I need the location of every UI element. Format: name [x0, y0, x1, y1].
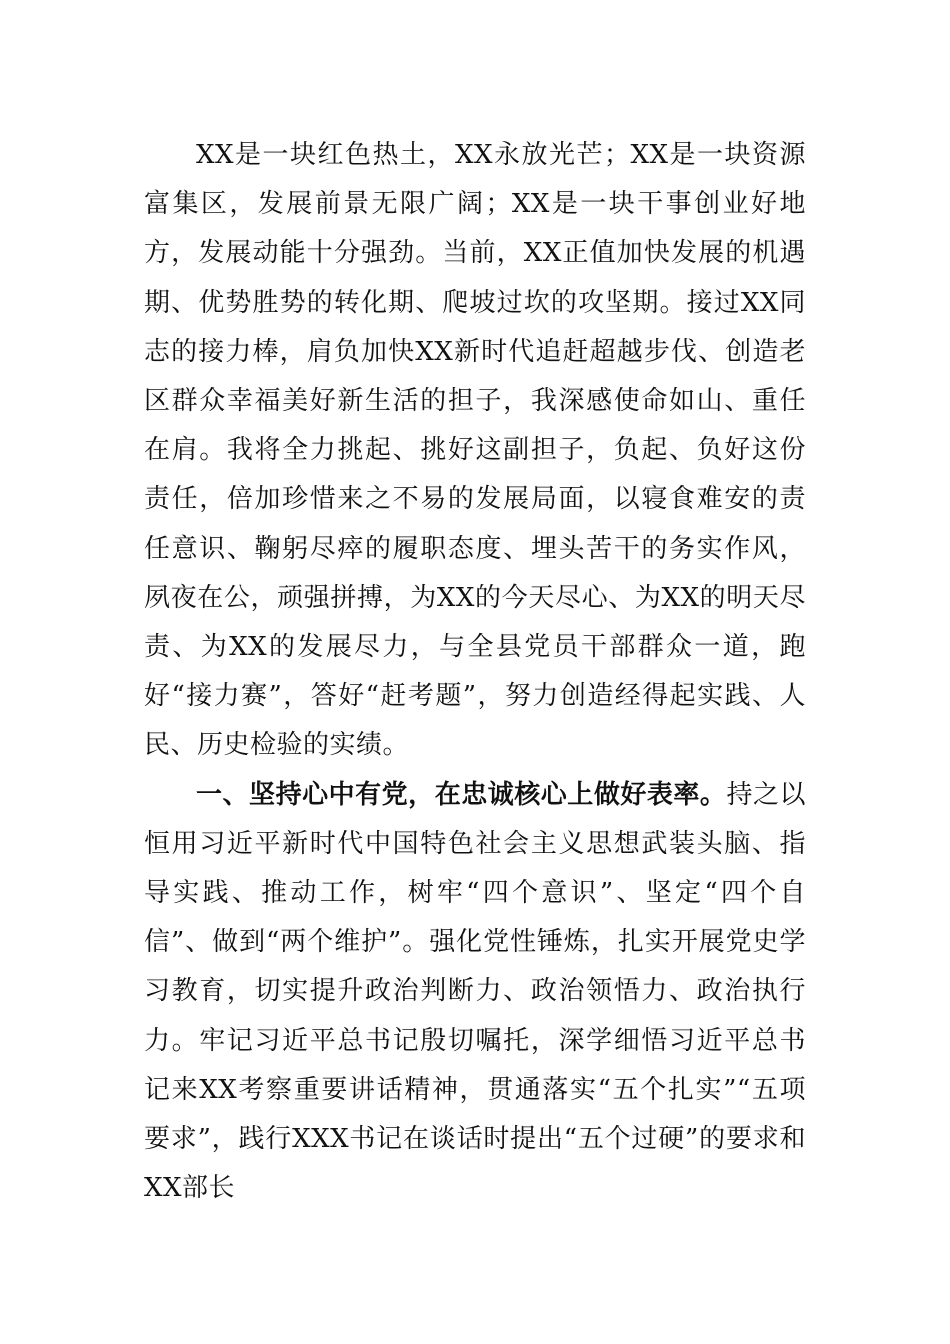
document-body	[144, 131, 806, 1213]
intro-paragraph	[144, 131, 806, 771]
intro-paragraph-text: XX是一块红色热土，XX永放光芒；XX是一块资源富集区，发展前景无限广阔；XX是一块干事创业好地方，发展动能十分强劲。当前，XX正值加快发展的机遇期、优势胜势的转化期、爬坡过坎的攻坚期。接过XX同志的接力棒，肩负加快XX新时代追赶超越步伐、创造老区群众幸福美好新生活的担子，我深感使命如山、重任在肩。我将全力挑起、挑好这副担子，负起、负好这份责任，倍加珍惜来之不易的发展局面，以寝食难安的责任意识、鞠躬尽瘁的履职态度、埋头苦干的务实作风，夙夜在公，顽强拼搏，为XX的今天尽心、为XX的明天尽责、为XX的发展尽力，与全县党员干部群众一道，跑好“接力赛”，答好“赶考题”，努力创造经得起实践、人民、历史检验的实绩。	[144, 140, 806, 761]
section-one-paragraph	[144, 771, 806, 1214]
section-one-heading: 一、坚持心中有党，在忠诚核心上做好表率。	[196, 779, 727, 810]
section-one-text: 持之以恒用习近平新时代中国特色社会主义思想武装头脑、指导实践、推动工作，树牢“四个意识”、坚定“四个自信”、做到“两个维护”。强化党性锤炼，扎实开展党史学习教育，切实提升政治判断力、政治领悟力、政治执行力。牢记习近平总书记殷切嘱托，深学细悟习近平总书记来XX考察重要讲话精神，贯通落实“五个扎实”“五项要求”，践行XXX书记在谈话时提出“五个过硬”的要求和XX部长	[144, 779, 806, 1204]
